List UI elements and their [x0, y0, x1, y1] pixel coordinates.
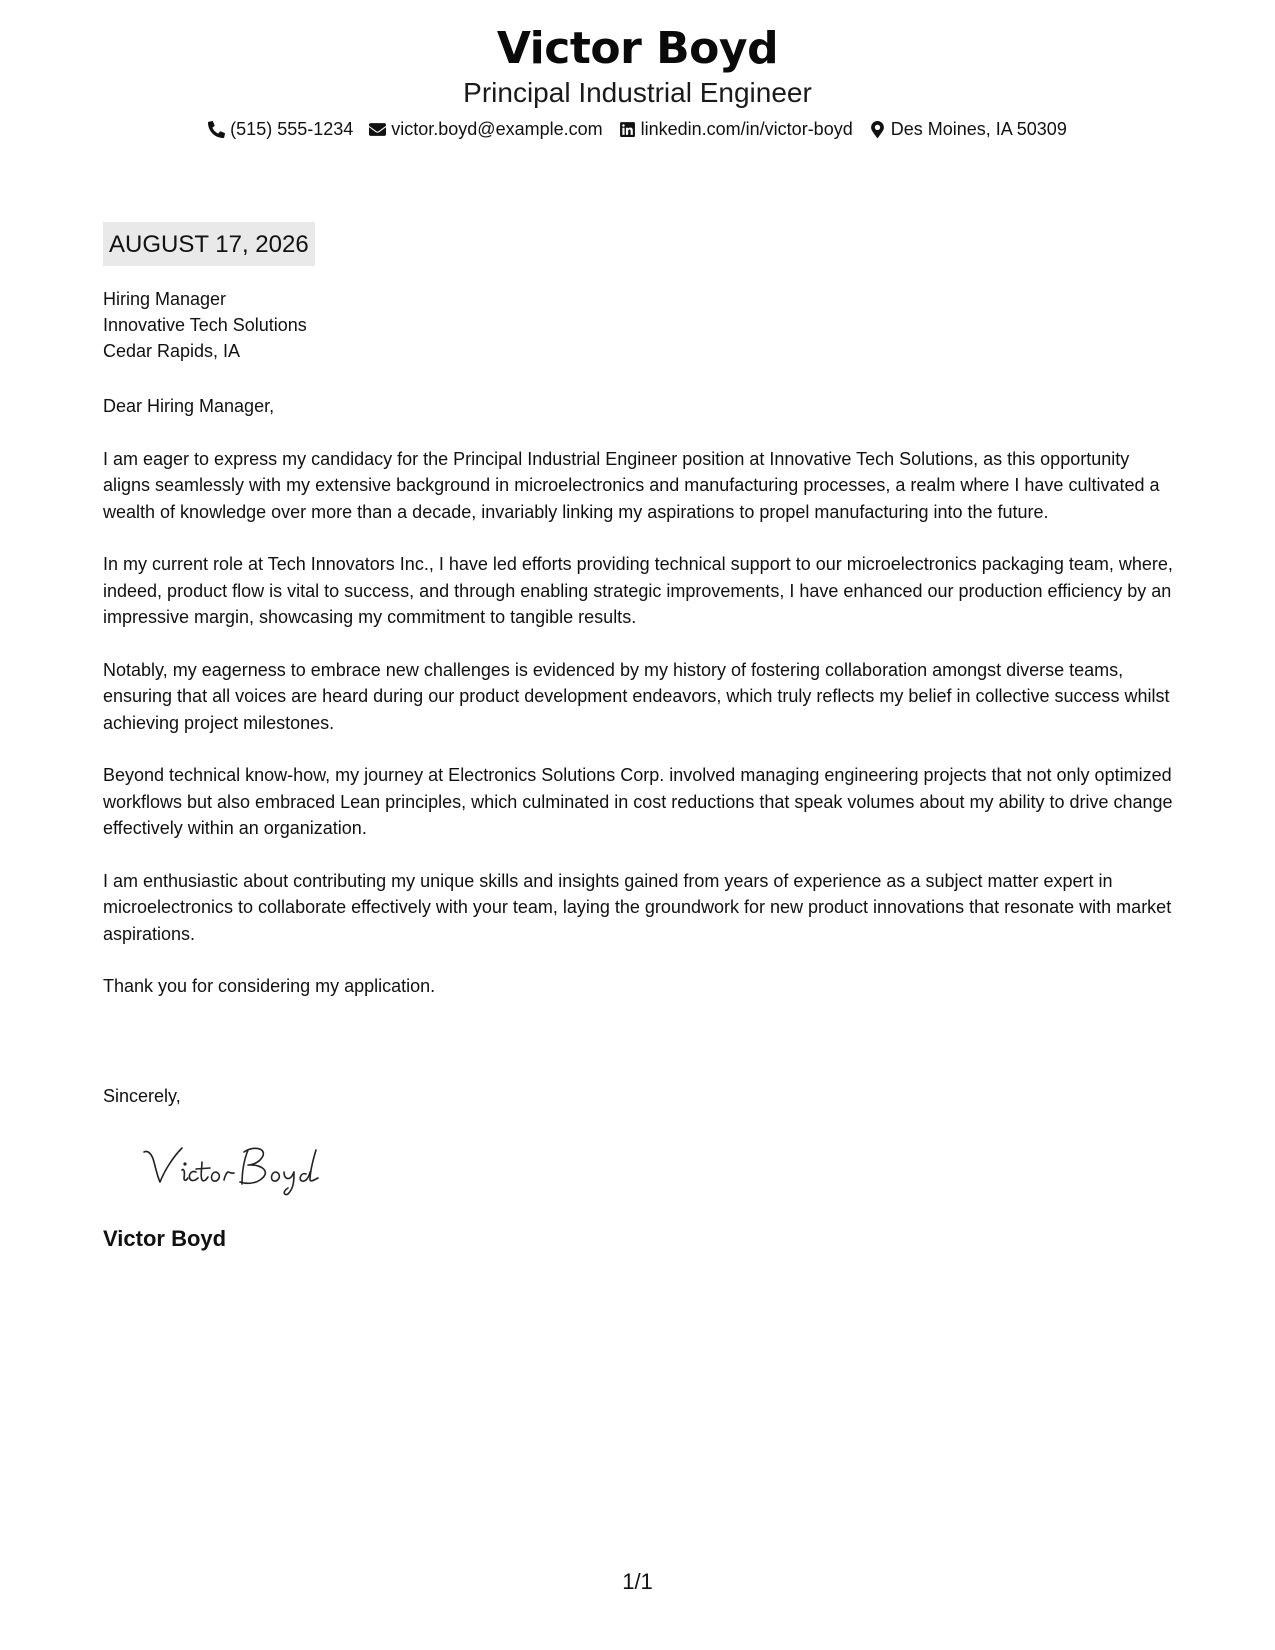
- recipient-company: Innovative Tech Solutions: [103, 315, 307, 335]
- body-paragraph: Thank you for considering my application.: [103, 976, 436, 996]
- envelope-icon: [369, 121, 386, 138]
- location-text: Des Moines, IA 50309: [890, 119, 1067, 139]
- body-paragraph: In my current role at Tech Innovators Inc., I have led efforts providing technical support to our microelectronics packaging team, where, indeed, product flow is vital to success, and through enabling strategic improvements, I have enhanced our production efficiency by an impressive margin, showcasing my commitment to tangible results.: [103, 554, 1173, 627]
- contact-location: [869, 116, 1067, 142]
- contact-phone: [208, 116, 353, 142]
- map-marker-icon: [869, 121, 886, 138]
- phone-text: (515) 555-1234: [230, 119, 354, 139]
- phone-icon: [208, 121, 225, 138]
- salutation: Dear Hiring Manager,: [103, 396, 275, 416]
- linkedin-text: linkedin.com/in/victor-boyd: [640, 119, 853, 139]
- page-number: 1/1: [622, 1569, 653, 1594]
- body-paragraph: I am enthusiastic about contributing my unique skills and insights gained from years of experience as a subject matter expert in microelectronics to collaborate effectively with your team, laying the groundwork for new product innovations that resonate with market aspirations.: [103, 870, 1172, 944]
- closing: Sincerely,: [103, 1086, 181, 1106]
- letter-body: [103, 393, 1178, 1026]
- contact-linkedin[interactable]: [619, 116, 853, 142]
- applicant-title: Principal Industrial Engineer: [463, 77, 812, 108]
- body-paragraph: I am eager to express my candidacy for the Principal Industrial Engineer position at Innovative Tech Solutions, as this opportunity aligns seamlessly with my extensive background in microelectronics and manufacturing processes, a realm where I have cultivated a wealth of knowledge over more than a decade, invariably linking my aspirations to propel manufacturing into the future.: [103, 448, 1160, 522]
- recipient-block: [103, 286, 307, 364]
- contact-email[interactable]: [369, 116, 602, 142]
- linkedin-icon: [619, 121, 636, 138]
- signer-name: Victor Boyd: [103, 1226, 227, 1251]
- applicant-name: Victor Boyd: [496, 23, 779, 74]
- body-paragraph: Beyond technical know-how, my journey at Electronics Solutions Corp. involved managing engineering projects that not only optimized workflows but also embraced Lean principles, which culminated in cost reductions that speak volumes about my ability to drive change effectively within an organization.: [103, 765, 1173, 838]
- contact-bar: [0, 116, 1275, 142]
- letter-header: [0, 22, 1275, 142]
- email-text: victor.boyd@example.com: [391, 119, 603, 139]
- recipient-role: Hiring Manager: [103, 289, 227, 309]
- body-paragraph: Notably, my eagerness to embrace new challenges is evidenced by my history of fostering collaboration amongst diverse teams, ensuring that all voices are heard during our product development endeavors, which truly reflects my belief in collective success whilst achieving project milestones.: [103, 659, 1170, 733]
- letter-date: AUGUST 17, 2026: [103, 222, 315, 266]
- recipient-location: Cedar Rapids, IA: [103, 341, 241, 361]
- handwritten-signature: [138, 1138, 338, 1198]
